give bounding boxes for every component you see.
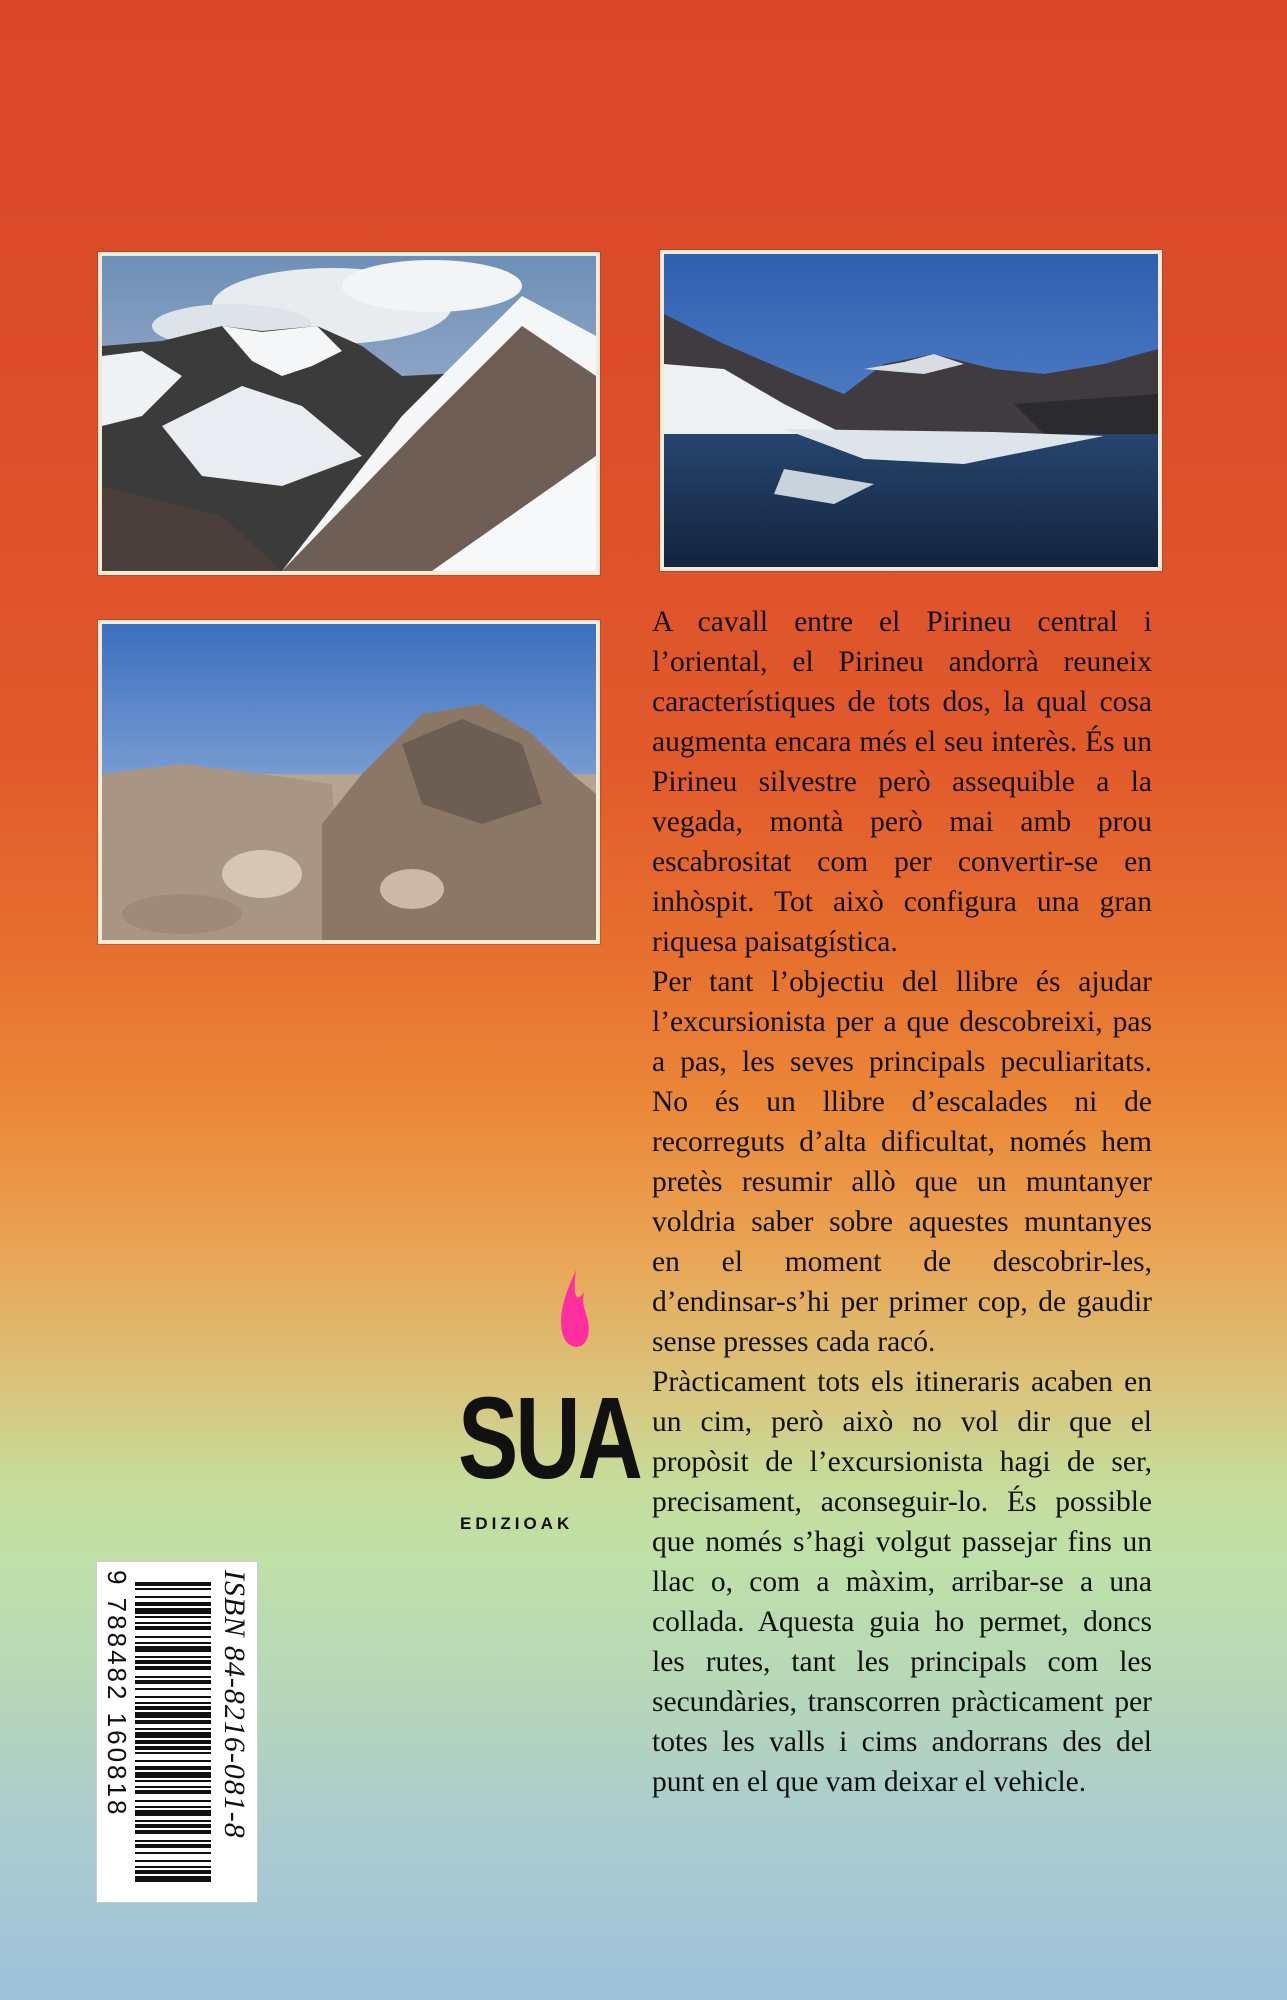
barcode-digits: 9 788482 160818 [102,1570,132,1818]
publisher-logo [458,1270,640,1560]
flame-icon [558,1270,592,1358]
description-paragraph-2: Per tant l’objectiu del llibre és ajudar l’excursionista per a que descobreixi, pas a pas, les seves principals peculiaritats. No és un llibre d’escalades ni de recorreguts d’alta dificultat, només hem pretès resumir allò que un muntanyer voldria saber sobre aquestes muntanyes en el moment de descobrir-les, d’endinsar-s’hi per primer cop, de gaudir sense presses cada racó. [652,966,1152,1358]
description-paragraph-3: Pràcticament tots els itineraris acaben en un cim, però això no vol dir que el propòsit de l’excursionista hagi de ser, precisament, aconseguir-lo. És possible que només s’hagi volgut passejar fins un llac o, com a màxim, arribar-se a una collada. Aquesta guia ho permet, doncs les rutes, tant les principals com les secundàries, transcorren pràcticament per totes les valls i cims andorrans des del punt en el que vam deixar el vehicle. [652,1366,1152,1798]
publisher-logo-text: SUA [458,1373,640,1503]
photo-rocky-outcrop [98,620,600,944]
description-paragraph-1: A cavall entre el Pirineu central i l’oriental, el Pirineu andorrà reuneix característiques de tots dos, la qual cosa augmenta encara més el seu interès. És un Pirineu silvestre però assequible a la vegada, montà però mai amb prou escabrositat com per convertir-se en inhòspit. Tot això configura una gran riquesa paisatgística. [652,606,1152,958]
barcode-bars [135,1582,211,1882]
isbn-label: ISBN 84-8216-081-8 [218,1570,251,1839]
description-text [652,602,1152,1802]
photo-snowy-ridge [98,252,600,575]
photo-mountain-lake [660,250,1162,571]
isbn-barcode [97,1562,257,1902]
publisher-logo-subtitle: EDIZIOAK [460,1514,574,1533]
